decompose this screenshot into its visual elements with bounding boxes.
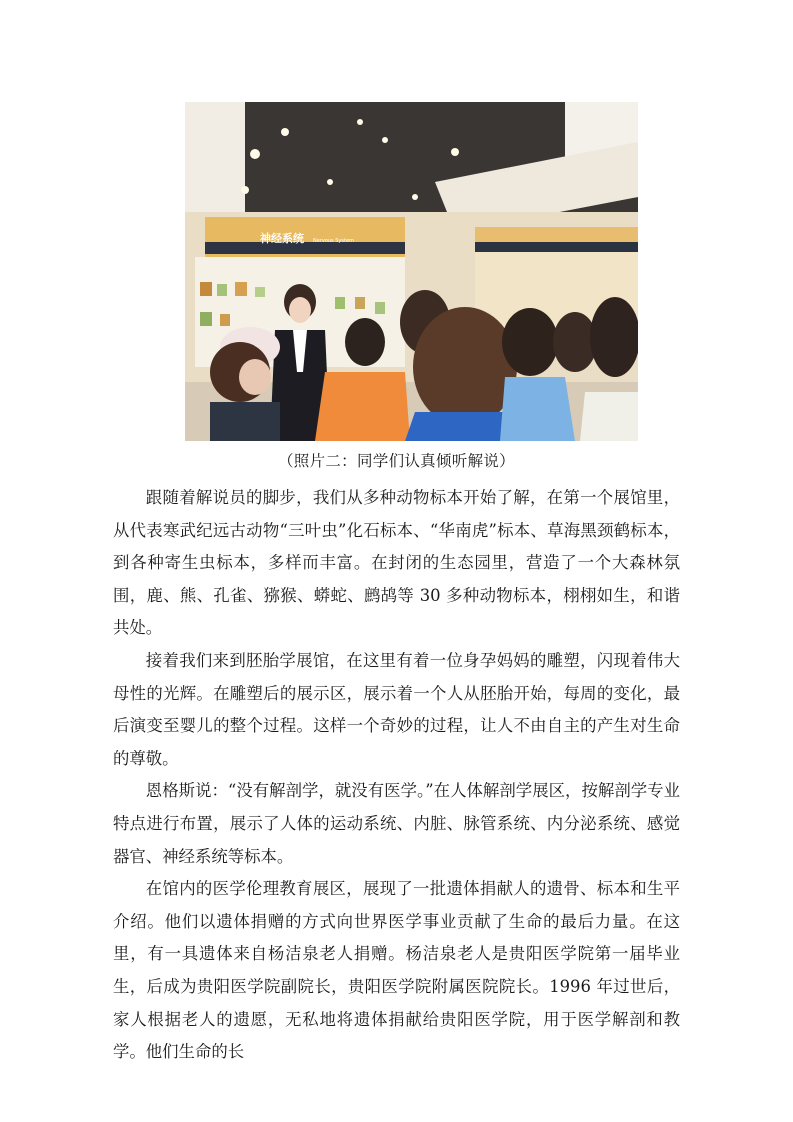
svg-text:Nervous System: Nervous System [313, 238, 354, 244]
paragraph-4: 在馆内的医学伦理教育展区，展现了一批遗体捐献人的遗骨、标本和生平介绍。他们以遗体捐赠的方式向世界医学事业贡献了生命的最后力量。在这里，有一具遗体来自杨洁泉老人捐赠。杨洁泉老人是贵阳医学院第一届毕业生，后成为贵阳医学院副院长，贵阳医学院附属医院院长。1996 年过世后，家人根据老人的遗愿，无私地将遗体捐献给贵阳医学院，用于医学解剖和教学。他们生命的长 [113, 879, 680, 1062]
photo-caption: （照片二：同学们认真倾听解说） [277, 452, 515, 470]
paragraph-3: 恩格斯说：“没有解剖学，就没有医学。”在人体解剖学展区，按解剖学专业特点进行布置，展示了人体的运动系统、内脏、脉管系统、内分泌系统、感觉器官、神经系统等标本。 [113, 781, 680, 866]
paragraph-1: 跟随着解说员的脚步，我们从多种动物标本开始了解，在第一个展馆里，从代表寒武纪远古动物“三叶虫”化石标本、“华南虎”标本、草海黑颈鹤标本，到各种寄生虫标本，多样而丰富。在封闭的生态园里，营造了一个大森林氛围，鹿、熊、孔雀、猕猴、蟒蛇、鹧鸪等 30 多种动物标本，栩栩如生，和谐共处。 [113, 488, 680, 638]
article-body [113, 482, 680, 1069]
museum-photo [185, 102, 638, 441]
photo-sign-text: 神经系统 [260, 232, 304, 245]
paragraph-2: 接着我们来到胚胎学展馆，在这里有着一位身孕妈妈的雕塑，闪现着伟大母性的光辉。在雕塑后的展示区，展示着一个人从胚胎开始，每周的变化，最后演变至婴儿的整个过程。这样一个奇妙的过程，让人不由自主的产生对生命的尊敬。 [113, 650, 680, 768]
